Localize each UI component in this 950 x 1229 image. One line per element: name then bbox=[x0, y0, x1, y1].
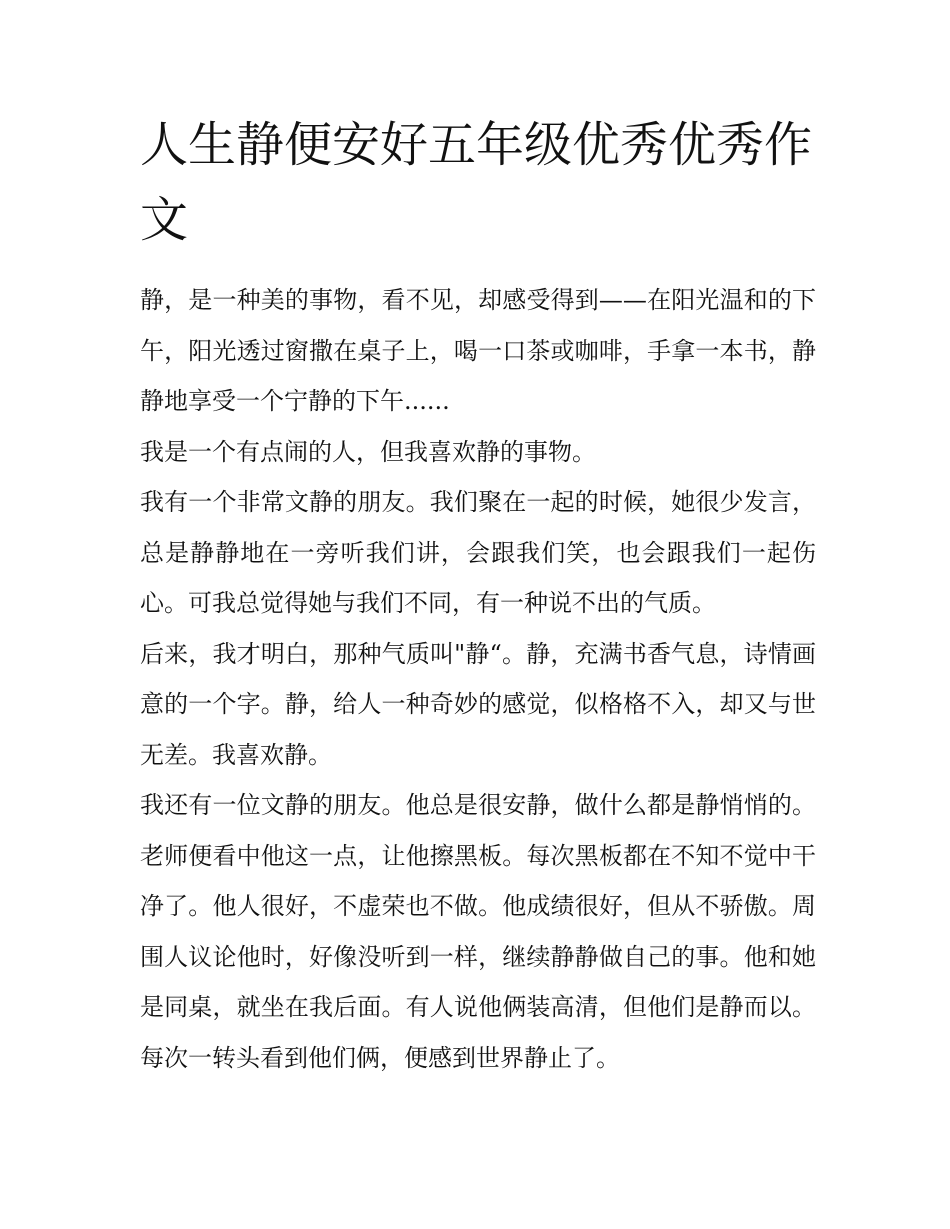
paragraph: 后来，我才明白，那种气质叫"静“。静，充满书香气息，诗情画意的一个字。静，给人一种奇妙的感觉，似格格不入，却又与世无差。我喜欢静。 bbox=[140, 639, 816, 769]
document-title: 人生静便安好五年级优秀优秀作文 bbox=[140, 117, 813, 248]
paragraph: 我有一个非常文静的朋友。我们聚在一起的时候，她很少发言，总是静静地在一旁听我们讲，会跟我们笑，也会跟我们一起伤心。可我总觉得她与我们不同，有一种说不出的气质。 bbox=[140, 488, 816, 617]
document-body bbox=[140, 275, 816, 1083]
paragraph: 我还有一位文静的朋友。他总是很安静，做什么都是静悄悄的。老师便看中他这一点，让他擦黑板。每次黑板都在不知不觉中干净了。他人很好，不虚荣也不做。他成绩很好，但从不骄傲。周围人议论他时，好像没听到一样，继续静静做自己的事。他和她是同桌，就坐在我后面。有人说他俩装高清，但他们是静而以。每次一转头看到他们俩，便感到世界静止了。 bbox=[140, 791, 816, 1072]
paragraph: 静，是一种美的事物，看不见，却感受得到——在阳光温和的下午，阳光透过窗撒在桌子上，喝一口茶或咖啡，手拿一本书，静静地享受一个宁静的下午...... bbox=[140, 286, 816, 415]
paragraph: 我是一个有点闹的人，但我喜欢静的事物。 bbox=[140, 437, 596, 466]
